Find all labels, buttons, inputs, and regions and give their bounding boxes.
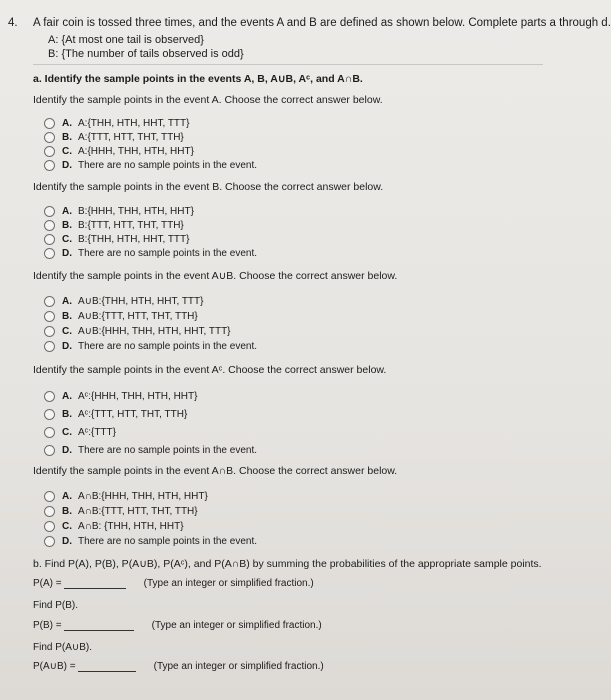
- option-c-event-a[interactable]: C. A:{HHH, THH, HTH, HHT}: [44, 146, 194, 157]
- pa-label: P(A) =: [33, 578, 62, 589]
- option-b-event-b[interactable]: B. B:{TTT, HTT, THT, TTH}: [44, 220, 184, 231]
- option-b-event-a-complement[interactable]: B. Aᶜ:{TTT, HTT, THT, TTH}: [44, 409, 187, 420]
- radio-button[interactable]: [44, 248, 55, 259]
- option-a-event-a-intersect-b[interactable]: A. A∩B:{HHH, THH, HTH, HHT}: [44, 491, 208, 502]
- prompt-event-b: Identify the sample points in the event B. Choose the correct answer below.: [33, 181, 384, 193]
- radio-button[interactable]: [44, 427, 55, 438]
- paub-answer-input[interactable]: [78, 661, 136, 672]
- option-a-event-a-complement[interactable]: A. Aᶜ:{HHH, THH, HTH, HHT}: [44, 391, 197, 402]
- option-d-event-b[interactable]: D. There are no sample points in the event.: [44, 248, 257, 259]
- radio-button[interactable]: [44, 234, 55, 245]
- option-c-event-a-union-b[interactable]: C. A∪B:{HHH, THH, HTH, HHT, TTT}: [44, 326, 231, 337]
- prompt-event-a-intersect-b: Identify the sample points in the event A∩B. Choose the correct answer below.: [33, 465, 398, 477]
- part-b-title: b. Find P(A), P(B), P(A∪B), P(Aᶜ), and P(A∩B) by summing the probabilities of the appropriate sample points.: [33, 558, 542, 570]
- find-pb-prompt: Find P(B).: [33, 600, 79, 611]
- option-d-event-a[interactable]: D. There are no sample points in the event.: [44, 160, 257, 171]
- radio-button[interactable]: [44, 296, 55, 307]
- radio-button[interactable]: [44, 132, 55, 143]
- radio-button[interactable]: [44, 536, 55, 547]
- event-a-definition: A: {At most one tail is observed}: [48, 34, 204, 46]
- prompt-event-a-complement: Identify the sample points in the event Aᶜ. Choose the correct answer below.: [33, 364, 387, 376]
- find-paub-prompt: Find P(A∪B).: [33, 642, 92, 653]
- divider: [33, 64, 543, 65]
- radio-button[interactable]: [44, 341, 55, 352]
- radio-button[interactable]: [44, 311, 55, 322]
- prompt-event-a-union-b: Identify the sample points in the event A∪B. Choose the correct answer below.: [33, 270, 398, 282]
- pb-answer-input[interactable]: [64, 620, 134, 631]
- radio-button[interactable]: [44, 445, 55, 456]
- radio-button[interactable]: [44, 409, 55, 420]
- radio-button[interactable]: [44, 206, 55, 217]
- question-text: A fair coin is tossed three times, and the events A and B are defined as shown below. Complete parts a through d.: [33, 17, 611, 29]
- option-d-event-a-union-b[interactable]: D. There are no sample points in the event.: [44, 341, 257, 352]
- paub-hint: (Type an integer or simplified fraction.): [153, 661, 324, 672]
- pa-answer-input[interactable]: [64, 578, 126, 589]
- option-a-event-b[interactable]: A. B:{HHH, THH, HTH, HHT}: [44, 206, 194, 217]
- radio-button[interactable]: [44, 326, 55, 337]
- prompt-event-a: Identify the sample points in the event A. Choose the correct answer below.: [33, 94, 383, 106]
- radio-button[interactable]: [44, 506, 55, 517]
- event-b-definition: B: {The number of tails observed is odd}: [48, 48, 244, 60]
- option-a-event-a-union-b[interactable]: A. A∪B:{THH, HTH, HHT, TTT}: [44, 296, 203, 307]
- option-b-event-a[interactable]: B. A:{TTT, HTT, THT, TTH}: [44, 132, 184, 143]
- pa-hint: (Type an integer or simplified fraction.): [143, 578, 314, 589]
- pb-hint: (Type an integer or simplified fraction.): [151, 620, 322, 631]
- option-c-event-a-complement[interactable]: C. Aᶜ:{TTT}: [44, 427, 116, 438]
- option-c-event-a-intersect-b[interactable]: C. A∩B: {THH, HTH, HHT}: [44, 521, 184, 532]
- pb-answer-row: [33, 620, 322, 631]
- option-b-event-a-union-b[interactable]: B. A∪B:{TTT, HTT, THT, TTH}: [44, 311, 198, 322]
- paub-answer-row: [33, 661, 324, 672]
- paub-label: P(A∪B) =: [33, 661, 76, 672]
- question-number: 4.: [8, 17, 18, 29]
- option-a-event-a[interactable]: A. A:{THH, HTH, HHT, TTT}: [44, 118, 190, 129]
- option-d-event-a-intersect-b[interactable]: D. There are no sample points in the event.: [44, 536, 257, 547]
- radio-button[interactable]: [44, 146, 55, 157]
- radio-button[interactable]: [44, 491, 55, 502]
- pb-label: P(B) =: [33, 620, 62, 631]
- radio-button[interactable]: [44, 521, 55, 532]
- pa-answer-row: [33, 578, 314, 589]
- option-c-event-b[interactable]: C. B:{THH, HTH, HHT, TTT}: [44, 234, 190, 245]
- radio-button[interactable]: [44, 160, 55, 171]
- option-d-event-a-complement[interactable]: D. There are no sample points in the event.: [44, 445, 257, 456]
- radio-button[interactable]: [44, 118, 55, 129]
- radio-button[interactable]: [44, 391, 55, 402]
- option-b-event-a-intersect-b[interactable]: B. A∩B:{TTT, HTT, THT, TTH}: [44, 506, 198, 517]
- radio-button[interactable]: [44, 220, 55, 231]
- part-a-title: a. Identify the sample points in the events A, B, A∪B, Aᶜ, and A∩B.: [33, 73, 363, 85]
